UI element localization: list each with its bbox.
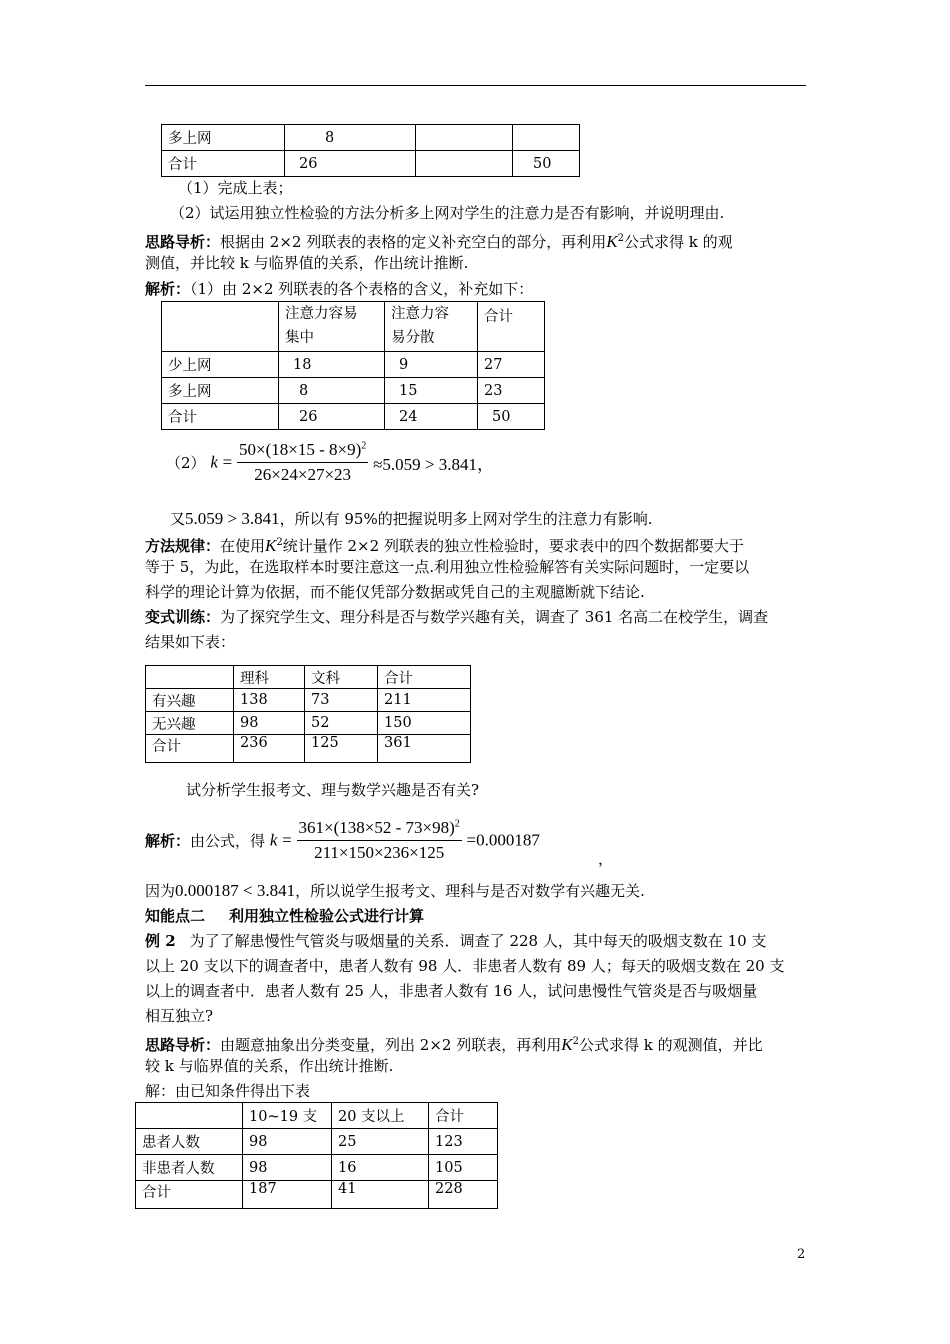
table-cell: 98: [234, 712, 305, 735]
variant-line2: 结果如下表：: [145, 633, 236, 651]
table-header-row: [162, 302, 545, 352]
also-line: [170, 506, 835, 532]
example-2: [145, 929, 810, 954]
table-cell: 41: [332, 1181, 429, 1209]
text: 又: [170, 510, 186, 528]
k-symbol: k: [269, 830, 278, 850]
table-cell: [146, 666, 234, 689]
table-row: [146, 689, 471, 712]
page-number: 2: [797, 1247, 806, 1262]
table-row: [136, 1155, 498, 1181]
table-header-cell: 合计: [378, 666, 471, 689]
superscript: 2: [617, 233, 624, 244]
text: 根据由 2×2 列联表的表格的定义补充空白的部分，再利用: [220, 233, 607, 251]
table-cell: 98: [243, 1129, 332, 1155]
text: 由公式，得: [190, 832, 266, 850]
math: 0.000187 < 3.841: [175, 881, 296, 900]
section-heading: [145, 904, 810, 929]
table-header-cell: 文科: [305, 666, 378, 689]
text: ，所以有 95%的把握说明多上网对学生的注意力有影响.: [279, 510, 653, 528]
table-cell: 合计: [162, 151, 285, 177]
text: 361×(138×52 - 73×98): [298, 818, 455, 837]
method-line2: 等于 5，为此，在选取样本时要注意这一点.利用独立性检验解答有关实际问题时，一定要以: [145, 558, 750, 576]
text: 公式求得 k 的观测值，并比: [578, 1036, 763, 1054]
table-cell: [416, 151, 513, 177]
method-line3: 科学的理论计算为依据，而不能仅凭部分数据或凭自己的主观臆断就下结论.: [145, 583, 645, 601]
solution-1: [145, 277, 810, 302]
table-row: [146, 735, 471, 763]
table-row: [146, 712, 471, 735]
text: 50×(18×15 - 8×9): [239, 440, 362, 459]
text: 为了探究学生文、理分科是否与数学兴趣有关，调查了 361 名高二在校学生，调查: [220, 608, 769, 626]
table-cell: 211: [378, 689, 471, 712]
formula-2: [145, 818, 540, 863]
table-cell: 26: [279, 404, 385, 430]
fraction: [237, 440, 368, 485]
table-cell: 无兴趣: [146, 712, 234, 735]
solution-label: 解析：: [145, 832, 191, 850]
denominator: 26×24×27×23: [254, 465, 352, 484]
header-line: 注意力容: [391, 306, 449, 322]
table-interest: [145, 665, 471, 763]
denominator: 211×150×236×125: [314, 843, 445, 862]
table-row: [162, 352, 545, 378]
table-cell: 15: [385, 378, 478, 404]
table-cell: 18: [279, 352, 385, 378]
table-cell: 少上网: [162, 352, 279, 378]
table-cell: [416, 125, 513, 151]
text: 公式求得 k 的观: [623, 233, 733, 251]
table-cell: [136, 1103, 243, 1129]
table-cell: 23: [478, 378, 545, 404]
equals: =: [222, 452, 233, 472]
table-row: [162, 378, 545, 404]
table-cell: 361: [378, 735, 471, 763]
table-cell: 25: [332, 1129, 429, 1155]
table-cell: 125: [305, 735, 378, 763]
table-cell: 150: [378, 712, 471, 735]
numerator: [237, 440, 368, 463]
numerator: [297, 818, 462, 841]
result: ≈5.059 > 3.841，: [373, 455, 494, 474]
math: 5.059 > 3.841: [185, 509, 280, 528]
idea-label: 思路导析：: [145, 1036, 221, 1054]
table-cell: 24: [385, 404, 478, 430]
text: ，所以说学生报考文、理科与是否对数学有兴趣无关.: [295, 882, 645, 900]
variant-paragraph: [145, 605, 810, 630]
table-cell: 合计: [136, 1181, 243, 1209]
table-header-cell: [385, 302, 478, 352]
superscript: 2: [572, 1036, 579, 1047]
table-header-row: [146, 666, 471, 689]
header-line: 注意力容易: [285, 306, 358, 322]
table-row: [162, 404, 545, 430]
fraction: [297, 818, 462, 863]
table-cell: 26: [285, 151, 416, 177]
superscript: 2: [361, 440, 367, 452]
table-cell: 非患者人数: [136, 1155, 243, 1181]
solution-label: 解析：: [145, 280, 191, 298]
table-cell: [162, 302, 279, 352]
method-label: 方法规律：: [145, 537, 221, 555]
result: =0.000187: [466, 830, 540, 850]
table-partial: [161, 124, 580, 177]
because-line: [145, 878, 810, 904]
formula-1: [166, 440, 494, 485]
table-cell: 合计: [162, 404, 279, 430]
idea-label: 思路导析：: [145, 233, 221, 251]
table-cell: 52: [305, 712, 378, 735]
table-row: [162, 151, 580, 177]
table-cell: 患者人数: [136, 1129, 243, 1155]
table-cell: 98: [243, 1155, 332, 1181]
example-label: 例 2: [145, 932, 176, 950]
table-cell: 9: [385, 352, 478, 378]
variant-label: 变式训练：: [145, 608, 221, 626]
table-cell: 合计: [146, 735, 234, 763]
table-cell: 16: [332, 1155, 429, 1181]
idea-paragraph-1-line2: 测值，并比较 k 与临界值的关系，作出统计推断.: [145, 254, 469, 272]
table-smoking: [135, 1102, 498, 1209]
table-header-cell: 合计: [478, 302, 545, 352]
table-header-cell: 合计: [429, 1103, 498, 1129]
text: （2）: [166, 454, 206, 472]
table-cell: 50: [478, 404, 545, 430]
k-symbol: K: [561, 1035, 573, 1054]
try-line: 试分析学生报考文、理与数学兴趣是否有关?: [186, 781, 480, 799]
superscript: 2: [454, 818, 460, 830]
equals: =: [282, 830, 292, 850]
table-cell: 27: [478, 352, 545, 378]
table-cell: 多上网: [162, 378, 279, 404]
table-cell: 73: [305, 689, 378, 712]
table-cell: 8: [285, 125, 416, 151]
question-1: （1）完成上表；: [178, 179, 293, 197]
table-cell: 8: [279, 378, 385, 404]
table-cell: 228: [429, 1181, 498, 1209]
k-symbol: k: [210, 452, 218, 472]
k-symbol: K: [606, 232, 618, 251]
table-row: [136, 1181, 498, 1209]
table-row: [136, 1129, 498, 1155]
table-header-cell: 20 支以上: [332, 1103, 429, 1129]
text: 统计量作 2×2 列联表的独立性检验时，要求表中的四个数据都要大于: [282, 537, 744, 555]
text: 在使用: [220, 537, 266, 555]
text: 由题意抽象出分类变量，列出 2×2 列联表，再利用: [220, 1036, 562, 1054]
table-cell: 有兴趣: [146, 689, 234, 712]
idea-paragraph-2-line2: 较 k 与临界值的关系，作出统计推断.: [145, 1057, 394, 1075]
table-cell: 多上网: [162, 125, 285, 151]
table-header-cell: [279, 302, 385, 352]
example-2-line4: 相互独立?: [145, 1007, 214, 1025]
section-label: 知能点二: [145, 907, 206, 925]
table-cell: [513, 125, 580, 151]
table-complete: [161, 301, 545, 430]
table-cell: 187: [243, 1181, 332, 1209]
formula-2-comma: ，: [598, 850, 614, 868]
solution-2: 解：由已知条件得出下表: [145, 1082, 311, 1100]
table-cell: 50: [513, 151, 580, 177]
text: 因为: [145, 882, 176, 900]
text: （1）由 2×2 列联表的各个表格的含义，补充如下：: [190, 280, 534, 298]
table-header-cell: 10~19 支: [243, 1103, 332, 1129]
table-row: [162, 125, 580, 151]
table-cell: 138: [234, 689, 305, 712]
table-cell: 123: [429, 1129, 498, 1155]
superscript: 2: [276, 537, 283, 548]
table-header-cell: 理科: [234, 666, 305, 689]
table-header-row: [136, 1103, 498, 1129]
example-2-line2: 以上 20 支以下的调查者中，患者人数有 98 人．非患者人数有 89 人；每天的吸烟支数在 20 支: [145, 957, 785, 975]
k-symbol: K: [265, 536, 277, 555]
table-cell: 105: [429, 1155, 498, 1181]
example-2-line3: 以上的调查者中．患者人数有 25 人，非患者人数有 16 人，试问患慢性气管炎是否与吸烟量: [145, 982, 758, 1000]
question-2: （2）试运用独立性检验的方法分析多上网对学生的注意力是否有影响，并说明理由.: [170, 204, 725, 222]
header-rule: [145, 85, 806, 86]
section-title: 利用独立性检验公式进行计算: [229, 907, 425, 925]
table-cell: 236: [234, 735, 305, 763]
header-line: 易分散: [391, 330, 435, 346]
text: 为了了解患慢性气管炎与吸烟量的关系．调查了 228 人，其中每天的吸烟支数在 10 支: [189, 932, 767, 950]
header-line: 集中: [285, 330, 314, 346]
